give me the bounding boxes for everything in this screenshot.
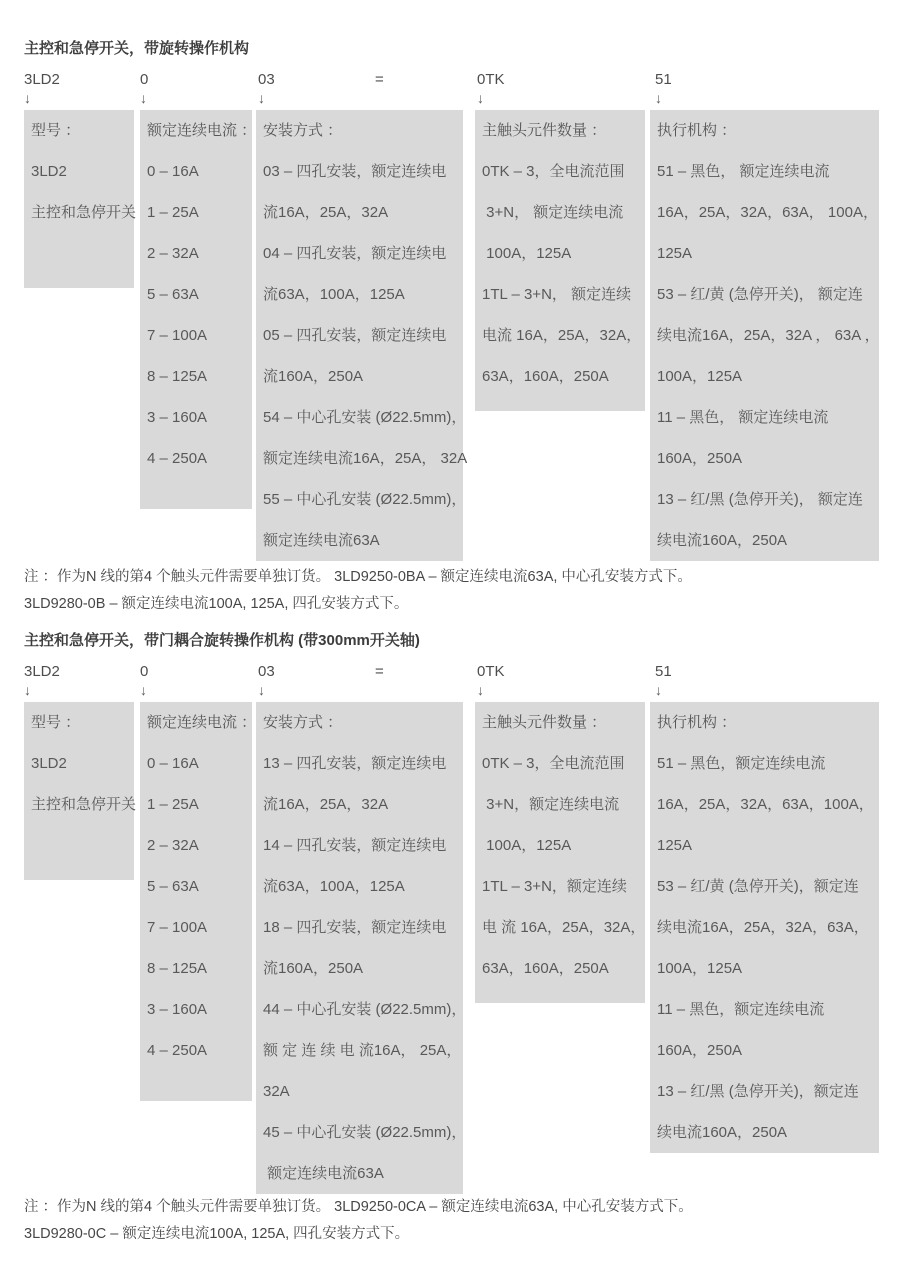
- column-main-contact-count: [475, 702, 645, 1003]
- spec-line: 0 – 16A: [147, 163, 199, 180]
- spec-line: 55 – 中心孔安装 (Ø22.5mm)，: [263, 491, 467, 508]
- spec-line: 额 定 连 续 电 流16A， 25A，: [263, 1042, 462, 1059]
- spec-line: 3+N，额定连续电流: [482, 796, 620, 813]
- spec-line: 0TK – 3，全电流范围: [482, 755, 625, 772]
- spec-line: 16A，25A，32A，63A， 100A，: [657, 204, 878, 221]
- spec-line: 05 – 四孔安装，额定连续电: [263, 327, 447, 344]
- order-code-text: 03: [258, 71, 275, 88]
- order-code-segment: [140, 71, 148, 106]
- column-actuator: [650, 702, 879, 1153]
- down-arrow-icon: ↓: [655, 682, 662, 698]
- spec-line: 13 – 四孔安装，额定连续电: [263, 755, 447, 772]
- order-code-segment: [655, 71, 672, 106]
- section-notes: [24, 564, 884, 618]
- spec-line: 2 – 32A: [147, 837, 199, 854]
- spec-line: 7 – 100A: [147, 327, 208, 344]
- spec-line: 3LD2: [31, 755, 67, 772]
- down-arrow-icon: ↓: [140, 90, 147, 106]
- order-code-text: 0TK: [477, 663, 505, 680]
- order-code-segment: [655, 663, 672, 698]
- spec-line: 4 – 250A: [147, 1042, 208, 1059]
- column-header: 额定连续电流 ：: [147, 714, 257, 731]
- spec-line: 13 – 红/黑 (急停开关)， 额定连: [657, 491, 863, 508]
- footnote-line: 3LD9280-0C – 额定连续电流100A, 125A, 四孔安装方式下。: [24, 1226, 410, 1242]
- column-model: [24, 110, 137, 288]
- spec-line: 续电流160A，250A: [657, 1124, 788, 1141]
- spec-line: 3 – 160A: [147, 1001, 208, 1018]
- spec-line: 18 – 四孔安装，额定连续电: [263, 919, 447, 936]
- down-arrow-icon: ↓: [24, 90, 31, 106]
- spec-line: 63A，160A，250A: [482, 960, 609, 977]
- column-mounting-type: [256, 110, 468, 561]
- spec-line: 16A，25A，32A，63A，100A，: [657, 796, 874, 813]
- spec-line: 5 – 63A: [147, 878, 199, 895]
- spec-line: 100A，125A: [482, 245, 572, 262]
- column-rated-current: [140, 702, 257, 1101]
- column-actuator: [650, 110, 879, 561]
- spec-line: 5 – 63A: [147, 286, 199, 303]
- spec-line: 53 – 红/黄 (急停开关)，额定连: [657, 878, 859, 895]
- down-arrow-icon: ↓: [258, 682, 265, 698]
- spec-line: 100A，125A: [657, 960, 743, 977]
- column-header: 额定连续电流 ：: [147, 122, 257, 139]
- code-row: [0, 663, 900, 703]
- column-rated-current: [140, 110, 257, 509]
- spec-line: 32A: [263, 1083, 290, 1100]
- column-header: 型号 ：: [31, 714, 81, 731]
- order-code-segment: [140, 663, 148, 698]
- order-code-text: 0: [140, 663, 149, 680]
- spec-line: 1TL – 3+N， 额定连续: [482, 286, 632, 303]
- spec-line: 13 – 红/黑 (急停开关)，额定连: [657, 1083, 859, 1100]
- down-arrow-icon: ↓: [477, 682, 484, 698]
- spec-line: 160A，250A: [657, 450, 743, 467]
- section-title: 主控和急停开关，带旋转操作机构: [24, 40, 250, 57]
- spec-line: 11 – 黑色， 额定连续电流: [657, 409, 829, 426]
- down-arrow-icon: ↓: [140, 682, 147, 698]
- spec-line: 8 – 125A: [147, 368, 208, 385]
- spec-line: 3 – 160A: [147, 409, 208, 426]
- spec-line: 续电流16A，25A，32A ， 63A ，: [657, 327, 880, 344]
- spec-line: 电 流 16A，25A，32A，: [482, 919, 646, 936]
- footnote-line: 注 ：作为N 线的第4 个触头元件需要单独订货。 3LD9250-0BA – 额定连续电流63A, 中心孔安装方式下。: [24, 569, 692, 585]
- order-code-segment: [477, 663, 505, 698]
- spec-line: 额定连续电流63A: [263, 532, 380, 549]
- spec-line: 44 – 中心孔安装 (Ø22.5mm)，: [263, 1001, 467, 1018]
- spec-line: 主控和急停开关: [31, 796, 137, 813]
- order-code-segment: [24, 663, 60, 698]
- section-title: 主控和急停开关，带门耦合旋转操作机构 (带300mm开关轴): [24, 632, 420, 649]
- spec-line: 3+N， 额定连续电流: [482, 204, 624, 221]
- down-arrow-icon: ↓: [258, 90, 265, 106]
- spec-line: 8 – 125A: [147, 960, 208, 977]
- section-notes: [24, 1194, 884, 1248]
- spec-line: 53 – 红/黄 (急停开关)， 额定连: [657, 286, 863, 303]
- spec-line: 流16A，25A，32A: [263, 796, 389, 813]
- order-code-text: 0TK: [477, 71, 505, 88]
- spec-line: 1TL – 3+N，额定连续: [482, 878, 627, 895]
- column-main-contact-count: [475, 110, 645, 411]
- column-header: 主触头元件数量 ：: [482, 122, 607, 139]
- spec-line: 7 – 100A: [147, 919, 208, 936]
- spec-line: 流160A，250A: [263, 960, 364, 977]
- order-code-segment: [258, 663, 275, 698]
- order-code-text: =: [375, 71, 384, 88]
- spec-line: 11 – 黑色，额定连续电流: [657, 1001, 825, 1018]
- column-header: 主触头元件数量 ：: [482, 714, 607, 731]
- order-code-text: 0: [140, 71, 149, 88]
- order-code-segment: [24, 71, 60, 106]
- spec-line: 160A，250A: [657, 1042, 743, 1059]
- spec-line: 续电流160A，250A: [657, 532, 788, 549]
- down-arrow-icon: ↓: [24, 682, 31, 698]
- order-code-segment: [375, 663, 384, 680]
- order-code-text: 03: [258, 663, 275, 680]
- spec-line: 100A，125A: [657, 368, 743, 385]
- order-code-text: =: [375, 663, 384, 680]
- spec-line: 额定连续电流63A: [263, 1165, 384, 1182]
- down-arrow-icon: ↓: [655, 90, 662, 106]
- spec-line: 流63A，100A，125A: [263, 286, 405, 303]
- spec-line: 1 – 25A: [147, 796, 199, 813]
- spec-line: 0 – 16A: [147, 755, 199, 772]
- code-row: [0, 71, 900, 111]
- spec-line: 2 – 32A: [147, 245, 199, 262]
- column-header: 执行机构 ：: [657, 714, 737, 731]
- order-code-segment: [258, 71, 275, 106]
- spec-line: 流63A，100A，125A: [263, 878, 405, 895]
- spec-line: 流160A，250A: [263, 368, 364, 385]
- column-header: 型号 ：: [31, 122, 81, 139]
- column-header: 执行机构 ：: [657, 122, 737, 139]
- spec-line: 125A: [657, 245, 693, 262]
- footnote-line: 3LD9280-0B – 额定连续电流100A, 125A, 四孔安装方式下。: [24, 596, 409, 612]
- spec-line: 流16A，25A，32A: [263, 204, 389, 221]
- spec-line: 0TK – 3，全电流范围: [482, 163, 625, 180]
- spec-line: 续电流16A，25A，32A，63A，: [657, 919, 869, 936]
- spec-line: 125A: [657, 837, 693, 854]
- spec-line: 04 – 四孔安装，额定连续电: [263, 245, 447, 262]
- spec-line: 3LD2: [31, 163, 67, 180]
- spec-line: 1 – 25A: [147, 204, 199, 221]
- spec-line: 51 – 黑色， 额定连续电流: [657, 163, 830, 180]
- column-header: 安装方式 ：: [263, 122, 343, 139]
- spec-line: 03 – 四孔安装，额定连续电: [263, 163, 447, 180]
- order-code-segment: [477, 71, 505, 106]
- spec-line: 51 – 黑色，额定连续电流: [657, 755, 826, 772]
- column-model: [24, 702, 137, 880]
- footnote-line: 注 ：作为N 线的第4 个触头元件需要单独订货。 3LD9250-0CA – 额定连续电流63A, 中心孔安装方式下。: [24, 1199, 693, 1215]
- down-arrow-icon: ↓: [477, 90, 484, 106]
- column-mounting-type: [256, 702, 467, 1194]
- spec-line: 54 – 中心孔安装 (Ø22.5mm)，: [263, 409, 467, 426]
- spec-line: 14 – 四孔安装，额定连续电: [263, 837, 447, 854]
- column-header: 安装方式 ：: [263, 714, 343, 731]
- spec-line: 电流 16A，25A，32A，: [482, 327, 642, 344]
- spec-line: 63A，160A，250A: [482, 368, 609, 385]
- spec-line: 额定连续电流16A，25A， 32A: [263, 450, 468, 467]
- spec-line: 45 – 中心孔安装 (Ø22.5mm)，: [263, 1124, 467, 1141]
- order-code-text: 3LD2: [24, 663, 60, 680]
- spec-line: 100A，125A: [482, 837, 572, 854]
- order-code-segment: [375, 71, 384, 88]
- order-code-text: 51: [655, 71, 672, 88]
- order-code-text: 51: [655, 663, 672, 680]
- spec-line: 4 – 250A: [147, 450, 208, 467]
- spec-line: 主控和急停开关: [31, 204, 137, 221]
- order-code-text: 3LD2: [24, 71, 60, 88]
